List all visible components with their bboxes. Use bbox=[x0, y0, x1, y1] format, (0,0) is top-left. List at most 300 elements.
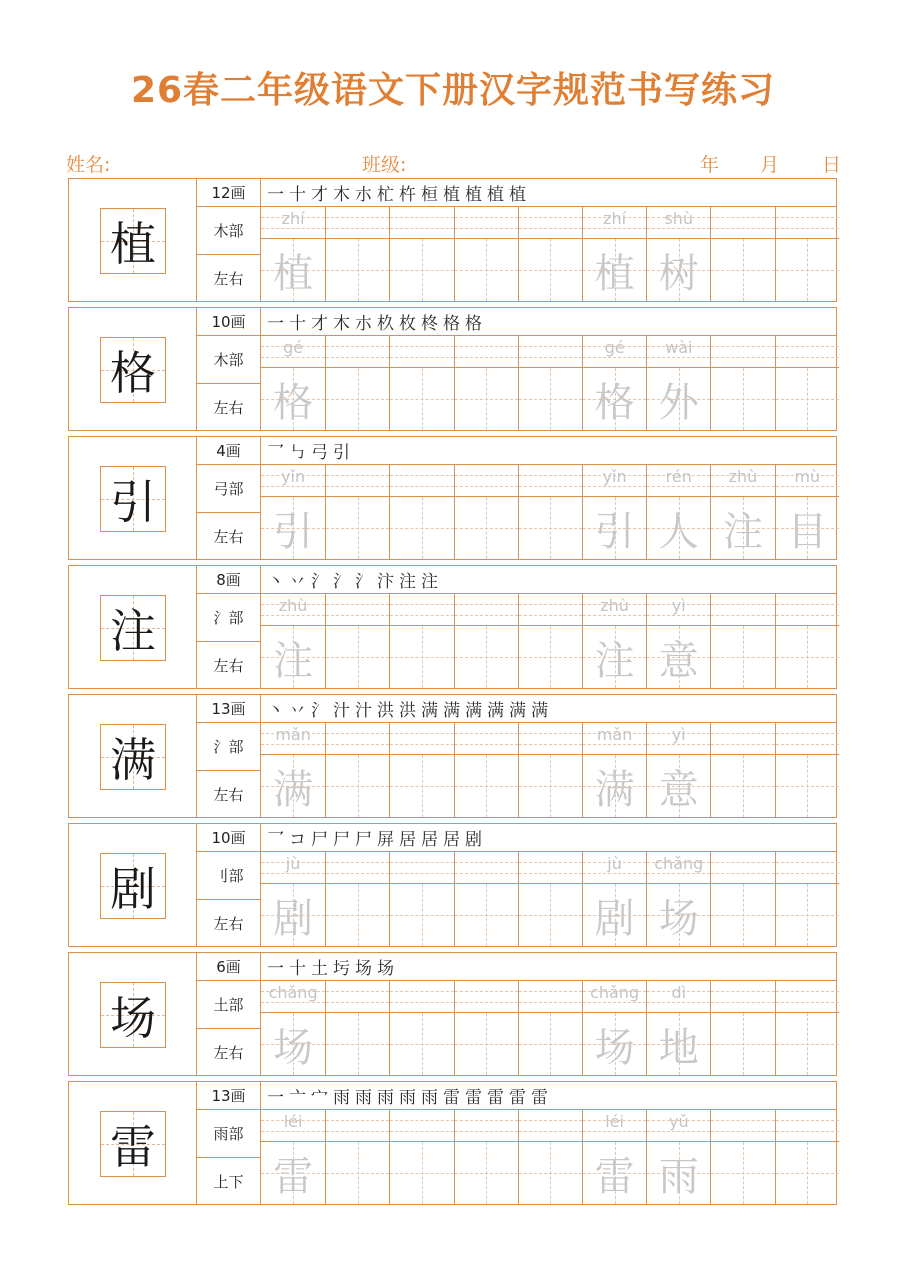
pinyin-text: chǎng bbox=[654, 854, 704, 873]
tianzi-box bbox=[455, 368, 518, 430]
trace-char bbox=[455, 1013, 518, 1075]
pinyin-line bbox=[711, 873, 774, 874]
pinyin-text: yǐn bbox=[281, 467, 306, 486]
tianzi-box bbox=[583, 497, 646, 559]
trace-char bbox=[326, 1013, 389, 1075]
practice-cell[interactable] bbox=[261, 723, 325, 817]
pinyin-box bbox=[711, 981, 774, 1013]
pinyin-box bbox=[261, 465, 325, 497]
practice-cell[interactable] bbox=[518, 981, 582, 1075]
pinyin-line bbox=[647, 615, 710, 616]
stroke-step: 氵 bbox=[355, 572, 372, 592]
practice-cell[interactable] bbox=[710, 336, 774, 430]
practice-cell[interactable] bbox=[261, 1110, 325, 1204]
practice-cell[interactable] bbox=[582, 594, 646, 688]
stroke-count: 6画 bbox=[197, 953, 260, 981]
pinyin-text: yì bbox=[671, 596, 686, 615]
practice-cell[interactable] bbox=[389, 465, 453, 559]
stroke-step: 满 bbox=[421, 701, 438, 721]
pinyin-box bbox=[519, 723, 582, 755]
practice-cell[interactable] bbox=[646, 336, 710, 430]
practice-cell[interactable] bbox=[775, 207, 839, 301]
tianzi-box bbox=[261, 626, 325, 688]
trace-char: 雷 bbox=[273, 1153, 314, 1200]
tianzi-box bbox=[326, 755, 389, 817]
pinyin-line bbox=[711, 486, 774, 487]
pinyin-line bbox=[647, 1131, 710, 1132]
tianzi-box bbox=[647, 239, 710, 301]
pinyin-box bbox=[261, 852, 325, 884]
practice-grid bbox=[261, 207, 836, 301]
pinyin-line bbox=[261, 744, 325, 745]
tianzi-box bbox=[711, 497, 774, 559]
pinyin-line bbox=[455, 1131, 518, 1132]
stroke-step: 植 bbox=[465, 185, 482, 205]
pinyin-box bbox=[647, 723, 710, 755]
pinyin-line bbox=[711, 357, 774, 358]
pinyin-box bbox=[326, 981, 389, 1013]
trace-char bbox=[455, 626, 518, 688]
practice-cell[interactable] bbox=[710, 465, 774, 559]
practice-cell[interactable] bbox=[518, 336, 582, 430]
pinyin-line bbox=[390, 346, 453, 347]
practice-cell[interactable] bbox=[325, 207, 389, 301]
pinyin-line bbox=[711, 217, 774, 218]
tianzi-box bbox=[455, 1013, 518, 1075]
pinyin-text: léi bbox=[283, 1112, 303, 1131]
pinyin-text: rén bbox=[665, 467, 692, 486]
tianzi-box bbox=[519, 1013, 582, 1075]
tianzi-box bbox=[647, 368, 710, 430]
trace-char bbox=[711, 1013, 774, 1075]
stroke-order-row bbox=[261, 179, 836, 207]
info-column bbox=[197, 695, 261, 817]
pinyin-text: yǔ bbox=[668, 1112, 689, 1131]
practice-cell[interactable] bbox=[518, 594, 582, 688]
trace-char bbox=[326, 884, 389, 946]
structure-label: 左右 bbox=[213, 398, 244, 417]
practice-cell[interactable] bbox=[582, 723, 646, 817]
stroke-step: 汁 bbox=[355, 701, 372, 721]
pinyin-line bbox=[711, 615, 774, 616]
practice-cell[interactable] bbox=[710, 723, 774, 817]
pinyin-box bbox=[455, 852, 518, 884]
day-label: 日 bbox=[822, 154, 842, 176]
practice-cell[interactable] bbox=[454, 723, 518, 817]
practice-cell[interactable] bbox=[261, 465, 325, 559]
practice-cell[interactable] bbox=[710, 981, 774, 1075]
pinyin-box bbox=[390, 981, 453, 1013]
tianzi-box bbox=[455, 497, 518, 559]
model-char: 植 bbox=[110, 217, 156, 271]
tianzi-box bbox=[583, 1013, 646, 1075]
structure-label: 左右 bbox=[213, 527, 244, 546]
stroke-step: 才 bbox=[311, 314, 328, 334]
practice-cell[interactable] bbox=[454, 207, 518, 301]
trace-char: 引 bbox=[594, 508, 635, 555]
practice-cell[interactable] bbox=[582, 981, 646, 1075]
pinyin-line bbox=[326, 862, 389, 863]
pinyin-line bbox=[455, 862, 518, 863]
practice-cell[interactable] bbox=[646, 465, 710, 559]
tianzi-box bbox=[261, 239, 325, 301]
stroke-step: 一 bbox=[267, 1088, 284, 1108]
model-char-box bbox=[100, 982, 166, 1048]
practice-cell[interactable] bbox=[646, 1110, 710, 1204]
practice-cell[interactable] bbox=[325, 1110, 389, 1204]
practice-cell[interactable] bbox=[582, 207, 646, 301]
trace-char bbox=[326, 497, 389, 559]
pinyin-line bbox=[326, 604, 389, 605]
pinyin-line bbox=[776, 357, 839, 358]
practice-cell[interactable] bbox=[389, 723, 453, 817]
char-block bbox=[68, 307, 837, 431]
practice-cell[interactable] bbox=[775, 852, 839, 946]
trace-char bbox=[455, 368, 518, 430]
info-column bbox=[197, 179, 261, 301]
pinyin-line bbox=[776, 991, 839, 992]
pinyin-box bbox=[326, 1110, 389, 1142]
stroke-step: 雨 bbox=[333, 1088, 350, 1108]
tianzi-box bbox=[326, 1142, 389, 1204]
trace-char: 场 bbox=[594, 1024, 635, 1071]
stroke-step: 一 bbox=[267, 314, 284, 334]
tianzi-box bbox=[455, 1142, 518, 1204]
practice-cell[interactable] bbox=[646, 594, 710, 688]
trace-char bbox=[711, 626, 774, 688]
pinyin-line bbox=[390, 1131, 453, 1132]
practice-cell[interactable] bbox=[389, 336, 453, 430]
practice-cell[interactable] bbox=[775, 981, 839, 1075]
trace-char bbox=[776, 368, 839, 430]
pinyin-box bbox=[390, 852, 453, 884]
stroke-step: 汁 bbox=[333, 701, 350, 721]
char-block bbox=[68, 565, 837, 689]
pinyin-box bbox=[776, 723, 839, 755]
pinyin-text: jù bbox=[285, 854, 301, 873]
practice-cell[interactable] bbox=[582, 1110, 646, 1204]
pinyin-box bbox=[326, 465, 389, 497]
practice-cell[interactable] bbox=[582, 852, 646, 946]
pinyin-text: gé bbox=[283, 338, 304, 357]
practice-cell[interactable] bbox=[518, 465, 582, 559]
pinyin-text: zhù bbox=[600, 596, 629, 615]
practice-cell[interactable] bbox=[518, 207, 582, 301]
pinyin-line bbox=[326, 475, 389, 476]
stroke-step: 朩 bbox=[355, 314, 372, 334]
practice-cell[interactable] bbox=[261, 336, 325, 430]
practice-cell[interactable] bbox=[261, 207, 325, 301]
model-cell bbox=[69, 953, 197, 1075]
pinyin-line bbox=[583, 228, 646, 229]
pinyin-box bbox=[647, 594, 710, 626]
tianzi-box bbox=[776, 368, 839, 430]
tianzi-box bbox=[261, 368, 325, 430]
pinyin-line bbox=[711, 991, 774, 992]
practice-grid bbox=[261, 465, 836, 559]
pinyin-line bbox=[390, 733, 453, 734]
practice-cell[interactable] bbox=[775, 723, 839, 817]
tianzi-box bbox=[390, 368, 453, 430]
tianzi-box bbox=[261, 497, 325, 559]
trace-char bbox=[390, 1142, 453, 1204]
practice-cell[interactable] bbox=[389, 981, 453, 1075]
pinyin-line bbox=[519, 475, 582, 476]
pinyin-box bbox=[776, 594, 839, 626]
trace-char bbox=[519, 1013, 582, 1075]
trace-char: 注 bbox=[594, 637, 635, 684]
practice-cell[interactable] bbox=[454, 336, 518, 430]
tianzi-box bbox=[711, 755, 774, 817]
practice-cell[interactable] bbox=[775, 465, 839, 559]
model-char: 场 bbox=[110, 991, 156, 1045]
pinyin-line bbox=[326, 744, 389, 745]
pinyin-box bbox=[326, 336, 389, 368]
pinyin-line bbox=[519, 1120, 582, 1121]
tianzi-box bbox=[390, 1142, 453, 1204]
tianzi-box bbox=[711, 626, 774, 688]
pinyin-text: gé bbox=[604, 338, 625, 357]
stroke-step: 乛 bbox=[267, 443, 284, 463]
tianzi-box bbox=[711, 368, 774, 430]
pinyin-box bbox=[583, 723, 646, 755]
pinyin-box bbox=[647, 465, 710, 497]
practice-cell[interactable] bbox=[646, 981, 710, 1075]
pinyin-line bbox=[647, 228, 710, 229]
tianzi-box bbox=[455, 626, 518, 688]
stroke-step: 杧 bbox=[377, 185, 394, 205]
trace-char bbox=[390, 755, 453, 817]
stroke-step: 引 bbox=[333, 443, 350, 463]
pinyin-line bbox=[647, 744, 710, 745]
pinyin-line bbox=[583, 486, 646, 487]
pinyin-box bbox=[711, 852, 774, 884]
practice-cell[interactable] bbox=[710, 594, 774, 688]
model-cell bbox=[69, 1082, 197, 1204]
practice-cell[interactable] bbox=[646, 852, 710, 946]
practice-cell[interactable] bbox=[325, 852, 389, 946]
model-char-box bbox=[100, 466, 166, 532]
pinyin-line bbox=[455, 873, 518, 874]
stroke-order-row bbox=[261, 437, 836, 465]
practice-cell[interactable] bbox=[518, 723, 582, 817]
info-column bbox=[197, 566, 261, 688]
practice-cell[interactable] bbox=[582, 465, 646, 559]
trace-char bbox=[390, 884, 453, 946]
tianzi-box bbox=[776, 1013, 839, 1075]
pinyin-text: yǐn bbox=[602, 467, 627, 486]
stroke-step: 居 bbox=[421, 830, 438, 850]
practice-cell[interactable] bbox=[325, 723, 389, 817]
pinyin-box bbox=[261, 594, 325, 626]
trace-char: 树 bbox=[658, 250, 699, 297]
trace-char bbox=[776, 1142, 839, 1204]
tianzi-box bbox=[390, 884, 453, 946]
trace-char bbox=[711, 239, 774, 301]
practice-cell[interactable] bbox=[710, 852, 774, 946]
stroke-step: 杵 bbox=[399, 185, 416, 205]
trace-char bbox=[326, 755, 389, 817]
class-label: 班级: bbox=[362, 154, 407, 176]
trace-char bbox=[776, 626, 839, 688]
month-label: 月 bbox=[760, 154, 780, 176]
structure-label: 左右 bbox=[213, 656, 244, 675]
stroke-step: 才 bbox=[311, 185, 328, 205]
trace-char bbox=[519, 1142, 582, 1204]
model-char: 引 bbox=[110, 475, 156, 529]
tianzi-box bbox=[583, 884, 646, 946]
pinyin-line bbox=[326, 217, 389, 218]
pinyin-line bbox=[326, 1120, 389, 1121]
stroke-step: 场 bbox=[355, 959, 372, 979]
pinyin-box bbox=[647, 852, 710, 884]
char-block bbox=[68, 694, 837, 818]
practice-cell[interactable] bbox=[389, 594, 453, 688]
stroke-step: 植 bbox=[487, 185, 504, 205]
practice-cell[interactable] bbox=[646, 207, 710, 301]
stroke-step: 汴 bbox=[377, 572, 394, 592]
stroke-step: 满 bbox=[509, 701, 526, 721]
stroke-count: 10画 bbox=[197, 308, 260, 336]
tianzi-box bbox=[519, 1142, 582, 1204]
tianzi-box bbox=[326, 1013, 389, 1075]
info-column bbox=[197, 824, 261, 946]
pinyin-line bbox=[647, 1002, 710, 1003]
trace-char: 场 bbox=[658, 895, 699, 942]
pinyin-box bbox=[647, 1110, 710, 1142]
practice-cell[interactable] bbox=[454, 852, 518, 946]
tianzi-box bbox=[711, 1142, 774, 1204]
trace-char: 引 bbox=[273, 508, 314, 555]
pinyin-box bbox=[455, 465, 518, 497]
trace-char: 目 bbox=[787, 508, 828, 555]
tianzi-box bbox=[390, 239, 453, 301]
trace-char bbox=[390, 1013, 453, 1075]
pinyin-line bbox=[390, 217, 453, 218]
pinyin-box bbox=[261, 207, 325, 239]
pinyin-line bbox=[647, 486, 710, 487]
pinyin-line bbox=[390, 604, 453, 605]
model-char-box bbox=[100, 724, 166, 790]
pinyin-line bbox=[390, 991, 453, 992]
tianzi-box bbox=[776, 755, 839, 817]
practice-cell[interactable] bbox=[389, 1110, 453, 1204]
practice-cell[interactable] bbox=[775, 1110, 839, 1204]
practice-cell[interactable] bbox=[454, 1110, 518, 1204]
trace-char bbox=[455, 755, 518, 817]
practice-cell[interactable] bbox=[775, 336, 839, 430]
pinyin-line bbox=[261, 228, 325, 229]
practice-cell[interactable] bbox=[325, 981, 389, 1075]
stroke-order-row bbox=[261, 308, 836, 336]
tianzi-box bbox=[519, 239, 582, 301]
tianzi-box bbox=[519, 497, 582, 559]
stroke-step: 注 bbox=[399, 572, 416, 592]
practice-cell[interactable] bbox=[518, 1110, 582, 1204]
practice-cell[interactable] bbox=[325, 465, 389, 559]
practice-cell[interactable] bbox=[325, 594, 389, 688]
tianzi-box bbox=[519, 626, 582, 688]
trace-char bbox=[519, 239, 582, 301]
pinyin-box bbox=[583, 981, 646, 1013]
tianzi-box bbox=[390, 626, 453, 688]
practice-cell[interactable] bbox=[582, 336, 646, 430]
practice-cell[interactable] bbox=[775, 594, 839, 688]
trace-char bbox=[776, 755, 839, 817]
practice-cell[interactable] bbox=[646, 723, 710, 817]
trace-char: 外 bbox=[658, 379, 699, 426]
pinyin-box bbox=[519, 465, 582, 497]
pinyin-line bbox=[455, 991, 518, 992]
tianzi-box bbox=[519, 755, 582, 817]
pinyin-line bbox=[711, 744, 774, 745]
practice-cell[interactable] bbox=[518, 852, 582, 946]
practice-cell[interactable] bbox=[710, 1110, 774, 1204]
trace-char: 意 bbox=[658, 766, 699, 813]
pinyin-line bbox=[711, 1131, 774, 1132]
trace-char: 剧 bbox=[594, 895, 635, 942]
stroke-step: 满 bbox=[487, 701, 504, 721]
structure-label: 左右 bbox=[213, 269, 244, 288]
pinyin-line bbox=[390, 873, 453, 874]
practice-cell[interactable] bbox=[261, 594, 325, 688]
tianzi-box bbox=[326, 368, 389, 430]
pinyin-box bbox=[711, 1110, 774, 1142]
tianzi-box bbox=[326, 239, 389, 301]
pinyin-text: mǎn bbox=[596, 725, 633, 744]
tianzi-box bbox=[776, 626, 839, 688]
pinyin-box bbox=[390, 723, 453, 755]
tianzi-box bbox=[326, 884, 389, 946]
tianzi-box bbox=[711, 239, 774, 301]
char-block bbox=[68, 823, 837, 947]
practice-cell[interactable] bbox=[710, 207, 774, 301]
pinyin-line bbox=[647, 873, 710, 874]
stroke-step: 丶 bbox=[267, 701, 284, 721]
practice-cell[interactable] bbox=[389, 852, 453, 946]
pinyin-box bbox=[647, 207, 710, 239]
trace-char bbox=[776, 239, 839, 301]
pinyin-line bbox=[776, 733, 839, 734]
radical-label: 土部 bbox=[197, 981, 260, 1029]
pinyin-line bbox=[711, 1002, 774, 1003]
model-cell bbox=[69, 566, 197, 688]
practice-cell[interactable] bbox=[389, 207, 453, 301]
practice-cell[interactable] bbox=[454, 981, 518, 1075]
practice-cell[interactable] bbox=[454, 465, 518, 559]
pinyin-box bbox=[261, 981, 325, 1013]
practice-cell[interactable] bbox=[325, 336, 389, 430]
stroke-step: 雷 bbox=[509, 1088, 526, 1108]
practice-cell[interactable] bbox=[261, 981, 325, 1075]
pinyin-text: jù bbox=[607, 854, 622, 873]
practice-cell[interactable] bbox=[261, 852, 325, 946]
pinyin-line bbox=[326, 346, 389, 347]
pinyin-box bbox=[776, 207, 839, 239]
structure-label: 左右 bbox=[213, 785, 244, 804]
pinyin-box bbox=[519, 336, 582, 368]
pinyin-line bbox=[711, 1120, 774, 1121]
pinyin-line bbox=[647, 357, 710, 358]
stroke-step: 丶 bbox=[267, 572, 284, 592]
pinyin-line bbox=[583, 744, 646, 745]
radical-label: 氵部 bbox=[197, 723, 260, 771]
pinyin-box bbox=[455, 723, 518, 755]
practice-cell[interactable] bbox=[454, 594, 518, 688]
practice-grid bbox=[261, 852, 836, 946]
pinyin-line bbox=[261, 1002, 325, 1003]
tianzi-box bbox=[711, 884, 774, 946]
